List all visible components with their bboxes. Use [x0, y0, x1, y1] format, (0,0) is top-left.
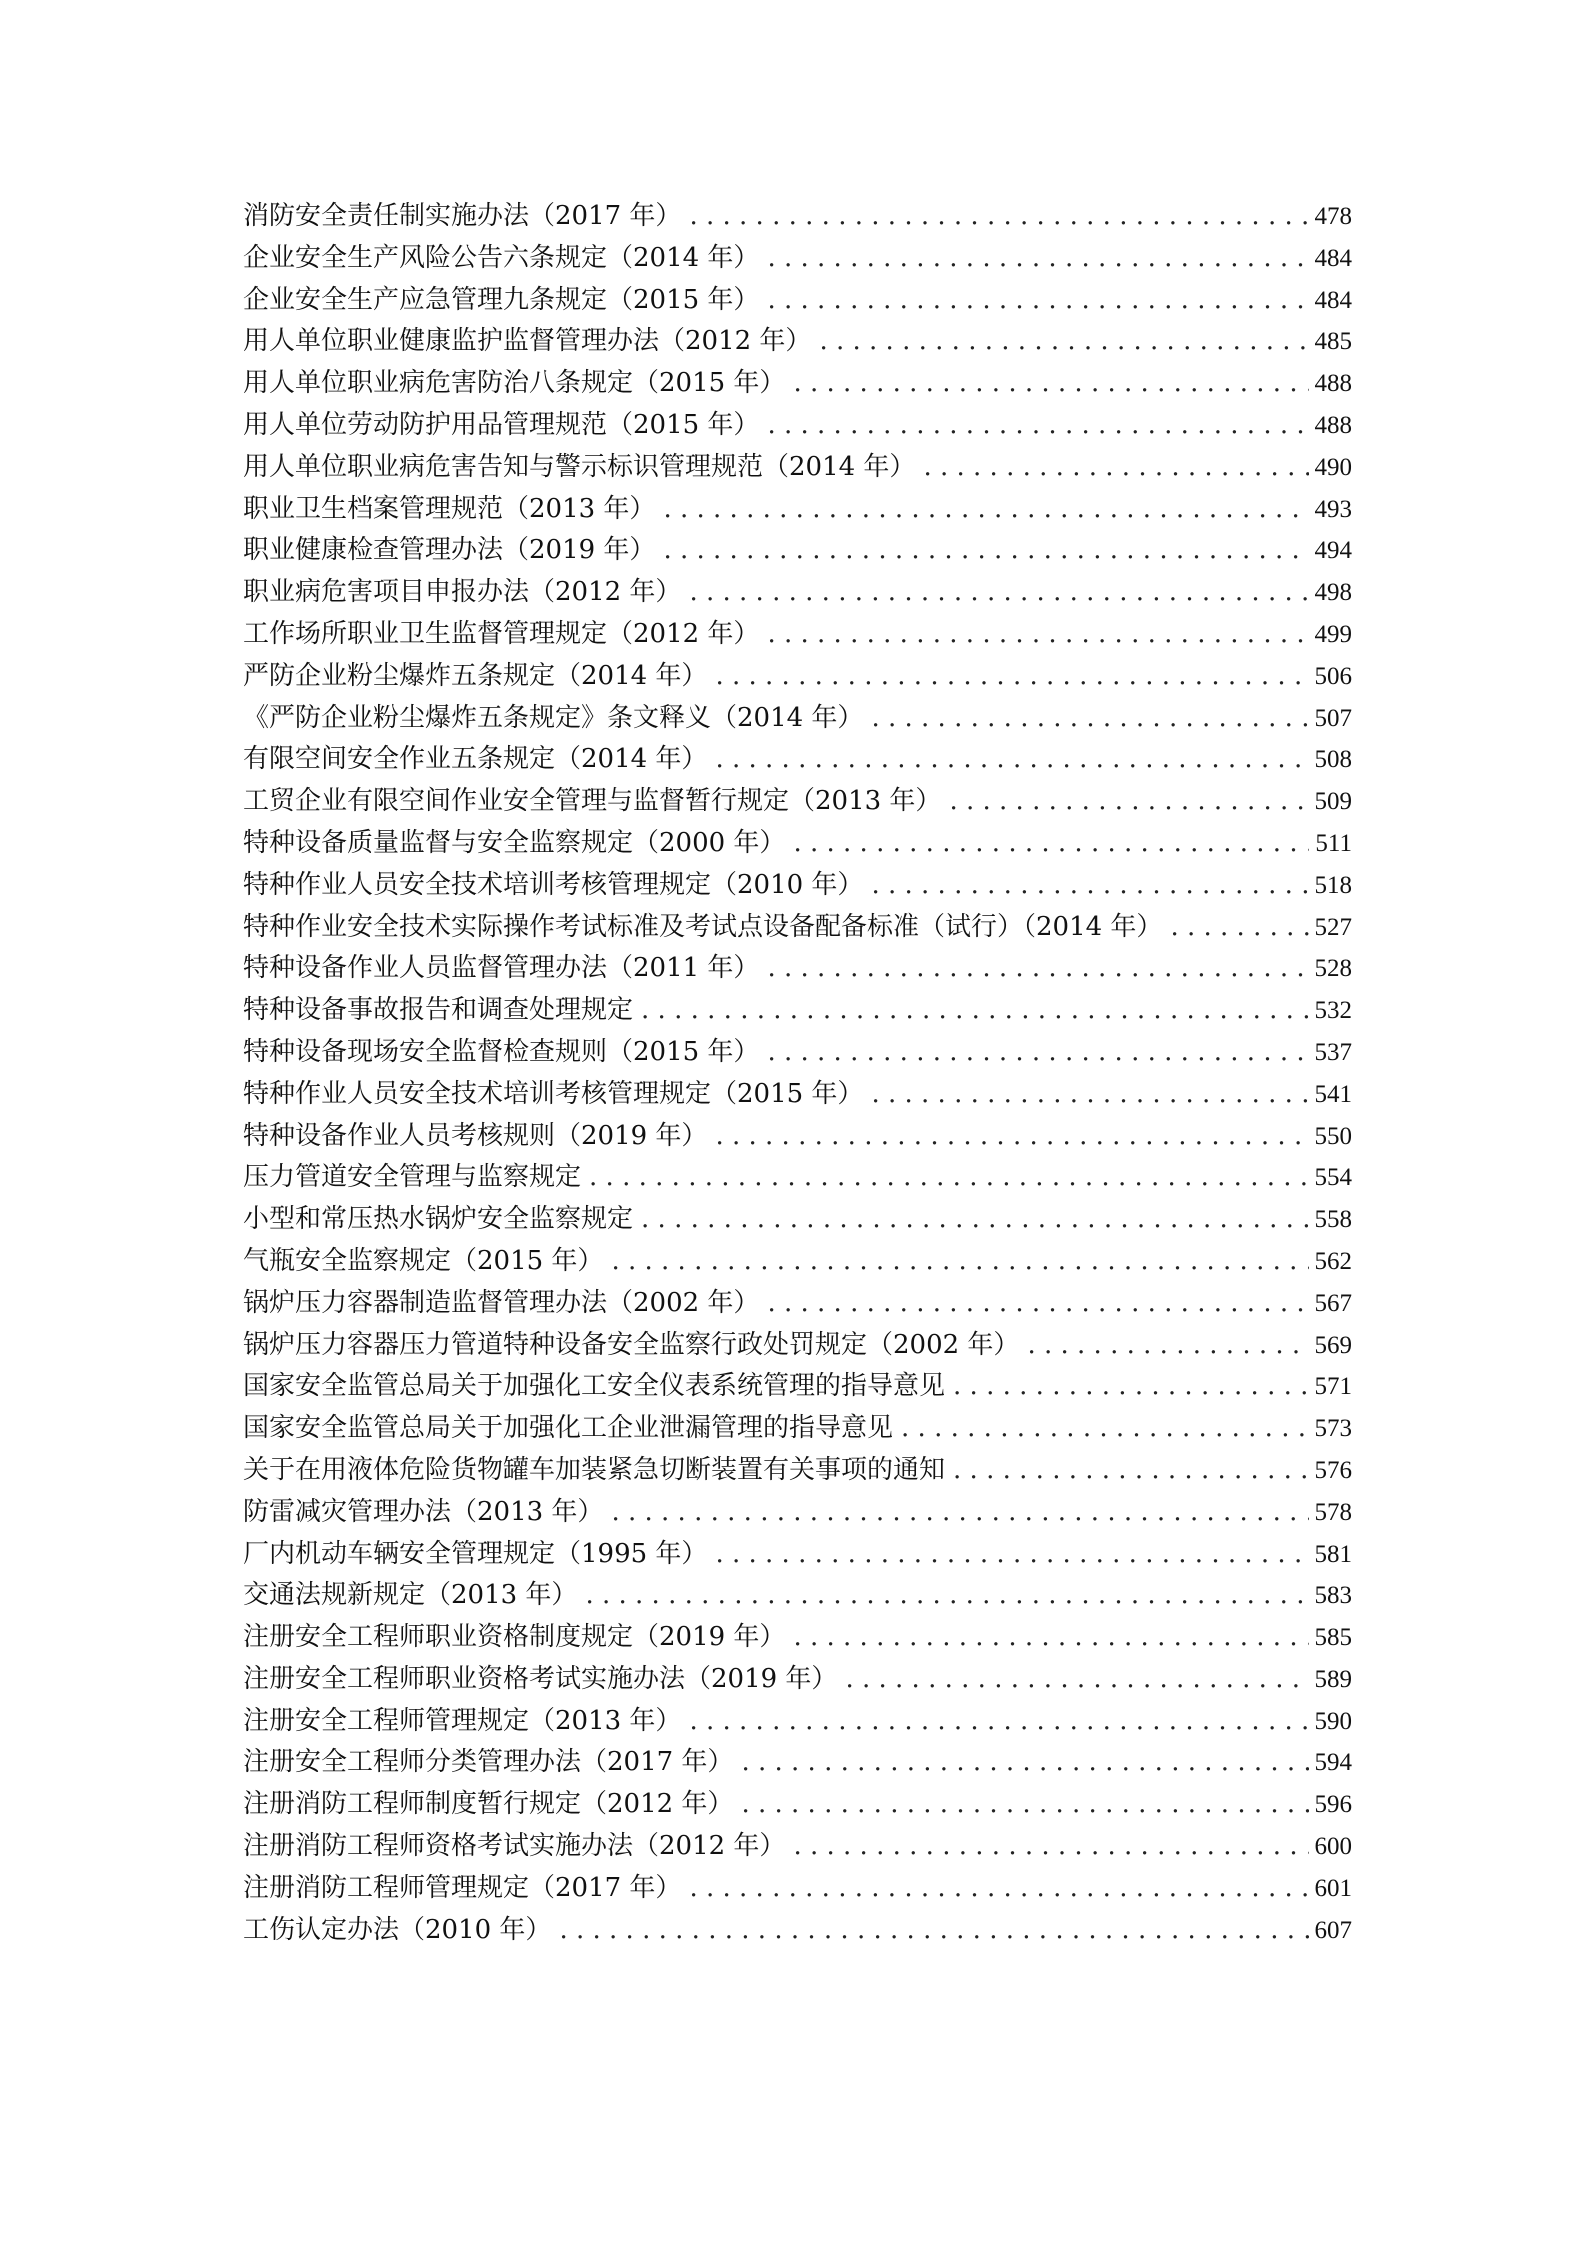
toc-entry-title: 国家安全监管总局关于加强化工安全仪表系统管理的指导意见 — [243, 1371, 946, 1402]
toc-entry-title: 特种作业人员安全技术培训考核管理规定（2015 年） — [243, 1078, 864, 1109]
toc-entry-page-number: 518 — [1314, 871, 1352, 899]
toc-entry[interactable] — [243, 1867, 1352, 1909]
toc-entry-title: 气瓶安全监察规定（2015 年） — [243, 1245, 604, 1276]
toc-entry-page-number: 550 — [1314, 1122, 1352, 1150]
toc-entry[interactable] — [243, 1073, 1352, 1115]
table-of-contents — [243, 195, 1352, 1950]
toc-entry-title: 工作场所职业卫生监督管理规定（2012 年） — [243, 618, 760, 649]
toc-entry[interactable] — [243, 362, 1352, 404]
toc-entry-page-number: 576 — [1314, 1456, 1352, 1484]
toc-entry-page-number: 488 — [1314, 370, 1352, 398]
toc-entry-page-number: 581 — [1314, 1540, 1352, 1568]
toc-entry[interactable] — [243, 1491, 1352, 1533]
toc-entry[interactable] — [243, 655, 1352, 697]
toc-entry-page-number: 499 — [1314, 620, 1352, 648]
toc-entry[interactable] — [243, 571, 1352, 613]
toc-entry-page-number: 532 — [1314, 997, 1352, 1025]
toc-entry[interactable] — [243, 947, 1352, 989]
toc-entry-page-number: 558 — [1314, 1206, 1352, 1234]
toc-entry[interactable] — [243, 1240, 1352, 1282]
toc-entry-page-number: 590 — [1314, 1707, 1352, 1735]
toc-entry-title: 特种作业人员安全技术培训考核管理规定（2010 年） — [243, 869, 864, 900]
toc-entry[interactable] — [243, 529, 1352, 571]
toc-entry-title: 特种设备作业人员考核规则（2019 年） — [243, 1120, 708, 1151]
toc-entry-page-number: 594 — [1314, 1749, 1352, 1777]
toc-entry-page-number: 585 — [1314, 1624, 1352, 1652]
toc-entry-page-number: 527 — [1314, 913, 1352, 941]
toc-entry[interactable] — [243, 1407, 1352, 1449]
toc-entry-title: 工贸企业有限空间作业安全管理与监督暂行规定（2013 年） — [243, 786, 942, 817]
toc-dot-leader — [953, 1455, 1308, 1485]
toc-entry[interactable] — [243, 237, 1352, 279]
toc-entry[interactable] — [243, 1324, 1352, 1366]
toc-entry-title: 特种设备作业人员监督管理办法（2011 年） — [243, 953, 760, 984]
toc-entry-title: 交通法规新规定（2013 年） — [243, 1580, 578, 1611]
toc-dot-leader — [641, 1204, 1308, 1234]
toc-dot-leader — [611, 1497, 1308, 1527]
toc-entry-title: 注册安全工程师职业资格考试实施办法（2019 年） — [243, 1663, 838, 1694]
toc-entry-title: 企业安全生产应急管理九条规定（2015 年） — [243, 284, 760, 315]
toc-dot-leader — [585, 1580, 1308, 1610]
toc-entry-title: 特种作业安全技术实际操作考试标准及考试点设备配备标准（试行）（2014 年） — [243, 911, 1163, 942]
toc-entry-page-number: 509 — [1314, 788, 1352, 816]
toc-entry-page-number: 589 — [1314, 1665, 1352, 1693]
toc-dot-leader — [871, 1079, 1308, 1109]
toc-dot-leader — [1170, 912, 1308, 942]
toc-entry-title: 特种设备质量监督与安全监察规定（2000 年） — [243, 827, 786, 858]
toc-entry-page-number: 506 — [1314, 662, 1352, 690]
toc-entry-title: 严防企业粉尘爆炸五条规定（2014 年） — [243, 660, 708, 691]
toc-entry-title: 特种设备现场安全监督检查规则（2015 年） — [243, 1036, 760, 1067]
toc-entry-title: 锅炉压力容器制造监督管理办法（2002 年） — [243, 1287, 760, 1318]
toc-entry[interactable] — [243, 780, 1352, 822]
toc-entry-page-number: 600 — [1314, 1833, 1352, 1861]
toc-dot-leader — [715, 1121, 1308, 1151]
toc-entry[interactable] — [243, 822, 1352, 864]
toc-entry-page-number: 528 — [1314, 955, 1352, 983]
toc-dot-leader — [767, 410, 1308, 440]
toc-entry-title: 《严防企业粉尘爆炸五条规定》条文释义（2014 年） — [243, 702, 864, 733]
toc-dot-leader — [741, 1789, 1308, 1819]
toc-entry-page-number: 484 — [1314, 244, 1352, 272]
toc-dot-leader — [767, 953, 1308, 983]
toc-dot-leader — [689, 1706, 1308, 1736]
toc-entry-page-number: 478 — [1314, 203, 1352, 230]
toc-entry-title: 锅炉压力容器压力管道特种设备安全监察行政处罚规定（2002 年） — [243, 1329, 1020, 1360]
toc-entry-title: 有限空间安全作业五条规定（2014 年） — [243, 744, 708, 775]
toc-dot-leader — [819, 326, 1308, 356]
toc-dot-leader — [923, 452, 1308, 482]
toc-entry-title: 厂内机动车辆安全管理规定（1995 年） — [243, 1538, 708, 1569]
toc-entry[interactable] — [243, 195, 1352, 237]
toc-entry-title: 注册消防工程师资格考试实施办法（2012 年） — [243, 1831, 786, 1862]
toc-dot-leader — [715, 744, 1308, 774]
toc-entry-page-number: 537 — [1314, 1038, 1352, 1066]
toc-entry[interactable] — [243, 404, 1352, 446]
toc-dot-leader — [715, 1539, 1308, 1569]
toc-entry-title: 工伤认定办法（2010 年） — [243, 1914, 552, 1945]
toc-entry[interactable] — [243, 1783, 1352, 1825]
toc-entry-page-number: 596 — [1314, 1791, 1352, 1819]
toc-entry-title: 压力管道安全管理与监察规定 — [243, 1162, 582, 1193]
toc-entry[interactable] — [243, 279, 1352, 321]
toc-entry-page-number: 578 — [1314, 1498, 1352, 1526]
toc-entry-page-number: 541 — [1314, 1080, 1352, 1108]
toc-dot-leader — [793, 368, 1308, 398]
toc-dot-leader — [767, 1288, 1308, 1318]
toc-entry-page-number: 573 — [1314, 1415, 1352, 1443]
toc-entry[interactable] — [243, 613, 1352, 655]
toc-entry[interactable] — [243, 1365, 1352, 1407]
toc-dot-leader — [871, 703, 1308, 733]
toc-entry[interactable] — [243, 697, 1352, 739]
toc-dot-leader — [793, 1622, 1308, 1652]
toc-entry[interactable] — [243, 1115, 1352, 1157]
toc-dot-leader — [663, 535, 1308, 565]
toc-entry-title: 职业病危害项目申报办法（2012 年） — [243, 577, 682, 608]
toc-entry-title: 用人单位职业病危害告知与警示标识管理规范（2014 年） — [243, 451, 916, 482]
toc-entry[interactable] — [243, 1658, 1352, 1700]
toc-entry-title: 小型和常压热水锅炉安全监察规定 — [243, 1204, 634, 1235]
toc-entry[interactable] — [243, 1825, 1352, 1867]
toc-dot-leader — [663, 494, 1308, 524]
toc-entry-page-number: 562 — [1314, 1247, 1352, 1275]
toc-entry[interactable] — [243, 1700, 1352, 1742]
toc-entry-page-number: 494 — [1314, 537, 1352, 565]
toc-entry-title: 注册消防工程师管理规定（2017 年） — [243, 1872, 682, 1903]
toc-entry-title: 注册消防工程师制度暂行规定（2012 年） — [243, 1789, 734, 1820]
toc-entry[interactable] — [243, 1909, 1352, 1951]
toc-entry[interactable] — [243, 864, 1352, 906]
toc-entry-page-number: 583 — [1314, 1582, 1352, 1610]
toc-dot-leader — [611, 1246, 1308, 1276]
toc-entry-title: 用人单位劳动防护用品管理规范（2015 年） — [243, 409, 760, 440]
toc-entry[interactable] — [243, 1156, 1352, 1198]
toc-dot-leader — [559, 1915, 1308, 1945]
toc-dot-leader — [845, 1664, 1308, 1694]
toc-entry-title: 关于在用液体危险货物罐车加装紧急切断装置有关事项的通知 — [243, 1454, 946, 1485]
toc-entry-title: 职业卫生档案管理规范（2013 年） — [243, 493, 656, 524]
toc-entry-page-number: 488 — [1314, 411, 1352, 439]
toc-entry-title: 注册安全工程师管理规定（2013 年） — [243, 1705, 682, 1736]
toc-entry-page-number: 493 — [1314, 495, 1352, 523]
toc-entry-page-number: 498 — [1314, 579, 1352, 607]
toc-entry-title: 消防安全责任制实施办法（2017 年） — [243, 201, 682, 231]
toc-dot-leader — [689, 201, 1308, 231]
toc-entry-page-number: 511 — [1315, 829, 1352, 857]
toc-entry-title: 注册安全工程师职业资格制度规定（2019 年） — [243, 1622, 786, 1653]
toc-dot-leader — [589, 1162, 1308, 1192]
toc-entry[interactable] — [243, 320, 1352, 362]
toc-dot-leader — [689, 1873, 1308, 1903]
toc-entry-page-number: 484 — [1314, 286, 1352, 314]
toc-entry-page-number: 567 — [1314, 1289, 1352, 1317]
toc-dot-leader — [949, 786, 1308, 816]
toc-entry-page-number: 507 — [1314, 704, 1352, 732]
toc-entry-title: 国家安全监管总局关于加强化工企业泄漏管理的指导意见 — [243, 1413, 894, 1444]
toc-entry[interactable] — [243, 1198, 1352, 1240]
toc-dot-leader — [953, 1371, 1308, 1401]
toc-entry[interactable] — [243, 1574, 1352, 1616]
toc-entry-title: 防雷减灾管理办法（2013 年） — [243, 1496, 604, 1527]
toc-dot-leader — [1027, 1330, 1308, 1360]
toc-dot-leader — [767, 243, 1308, 273]
toc-entry[interactable] — [243, 906, 1352, 948]
toc-entry-title: 职业健康检查管理办法（2019 年） — [243, 535, 656, 566]
toc-entry-title: 用人单位职业病危害防治八条规定（2015 年） — [243, 368, 786, 399]
toc-entry-title: 特种设备事故报告和调查处理规定 — [243, 995, 634, 1026]
toc-dot-leader — [715, 661, 1308, 691]
toc-entry-title: 注册安全工程师分类管理办法（2017 年） — [243, 1747, 734, 1778]
toc-entry-page-number: 485 — [1314, 328, 1352, 356]
toc-dot-leader — [793, 828, 1309, 858]
toc-entry[interactable] — [243, 488, 1352, 530]
toc-entry-page-number: 571 — [1314, 1373, 1352, 1401]
toc-entry-page-number: 607 — [1314, 1916, 1352, 1944]
toc-entry[interactable] — [243, 1031, 1352, 1073]
toc-entry[interactable] — [243, 1533, 1352, 1575]
toc-entry-page-number: 490 — [1314, 453, 1352, 481]
toc-dot-leader — [641, 995, 1308, 1025]
toc-entry[interactable] — [243, 1616, 1352, 1658]
toc-dot-leader — [871, 870, 1308, 900]
toc-entry[interactable] — [243, 1449, 1352, 1491]
toc-entry-page-number: 554 — [1314, 1164, 1352, 1192]
toc-entry-page-number: 601 — [1314, 1874, 1352, 1902]
toc-dot-leader — [901, 1413, 1308, 1443]
toc-entry-page-number: 508 — [1314, 746, 1352, 774]
toc-entry-title: 用人单位职业健康监护监督管理办法（2012 年） — [243, 326, 812, 357]
toc-dot-leader — [741, 1747, 1308, 1777]
toc-dot-leader — [767, 1037, 1308, 1067]
toc-entry[interactable] — [243, 738, 1352, 780]
toc-dot-leader — [689, 577, 1308, 607]
toc-dot-leader — [767, 285, 1308, 315]
toc-entry[interactable] — [243, 1282, 1352, 1324]
toc-entry[interactable] — [243, 1741, 1352, 1783]
toc-entry-title: 企业安全生产风险公告六条规定（2014 年） — [243, 242, 760, 273]
toc-entry[interactable] — [243, 989, 1352, 1031]
toc-entry-page-number: 569 — [1314, 1331, 1352, 1359]
toc-entry[interactable] — [243, 446, 1352, 488]
toc-dot-leader — [793, 1831, 1308, 1861]
toc-dot-leader — [767, 619, 1308, 649]
